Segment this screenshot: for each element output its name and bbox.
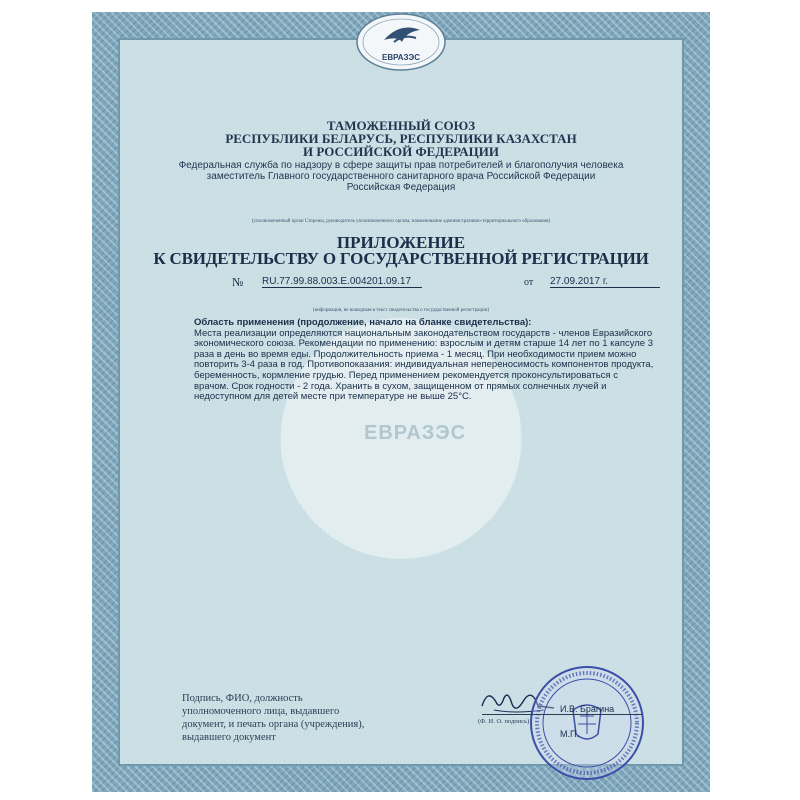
signature-caption: Подпись, ФИО, должность уполномоченного лица, выдавшего документ, и печать органа (учреждения), выдавшего документ [182,693,365,743]
signatory-name: И.В. Брагина [560,704,615,714]
registration-number: RU.77.99.88.003.E.004201.09.17 [262,276,422,288]
registration-date: 27.09.2017 г. [550,276,660,288]
fio-underline [482,714,642,715]
header-line-2: РЕСПУБЛИКИ БЕЛАРУСЬ, РЕСПУБЛИКИ КАЗАХСТАН [225,131,577,146]
authority-line-1: Федеральная служба по надзору в сфере защиты прав потребителей и благополучия человека [178,160,624,171]
authority-line-3: Российская Федерация [346,182,456,193]
watermark: ЕВРАЗЭС [364,422,467,444]
certificate-sheet [92,12,710,792]
header-line-3: И РОССИЙСКОЙ ФЕДЕРАЦИИ [303,144,499,159]
seal-mark: М.П. [560,729,579,739]
scope-label: Область применения (продолжение, начало на бланке свидетельства): [194,317,532,328]
eurasec-emblem-icon [354,12,448,74]
emblem-label: ЕВРАЗЭС [381,53,421,62]
info-caption: (информация, не вошедшая в текст свидетельства о государственной регистрации) [312,308,490,313]
header-line-1: ТАМОЖЕННЫЙ СОЮЗ [326,118,476,133]
official-seal-icon [528,664,646,782]
authority-caption: (уполномоченный орган Стороны, руководитель уполномоченного органа, наименование административно-территориального образования) [251,219,551,224]
fio-caption: (Ф. И. О. подпись) [478,718,530,725]
authority-line-2: заместитель Главного государственного санитарного врача Российской Федерации [206,171,596,182]
document-title: ПРИЛОЖЕНИЕ [336,233,466,252]
document-subtitle: К СВИДЕТЕЛЬСТВУ О ГОСУДАРСТВЕННОЙ РЕГИСТРАЦИИ [153,249,649,268]
date-label: от [524,277,534,288]
number-sign: № [232,275,244,289]
scope-section [194,318,654,403]
scope-text: Места реализации определяются национальным законодательством государств - членов Евразийского экономического союза. Рекомендации по применению: взрослым и детям старше 14 лет по 1 капсуле 3 раза в день во время еды. Продолжительность приема - 1 месяц. При необходимости прием можно повторить 3-4 раза в год. Противопоказания: индивидуальная непереносимость компонентов продукта, беременность, кормление грудью. Перед применением рекомендуется проконсультироваться с врачом. Срок годности - 2 года. Хранить в сухом, защищенном от прямых солнечных лучей и недоступном для детей месте при температуре не выше 25°С. [194,327,654,403]
